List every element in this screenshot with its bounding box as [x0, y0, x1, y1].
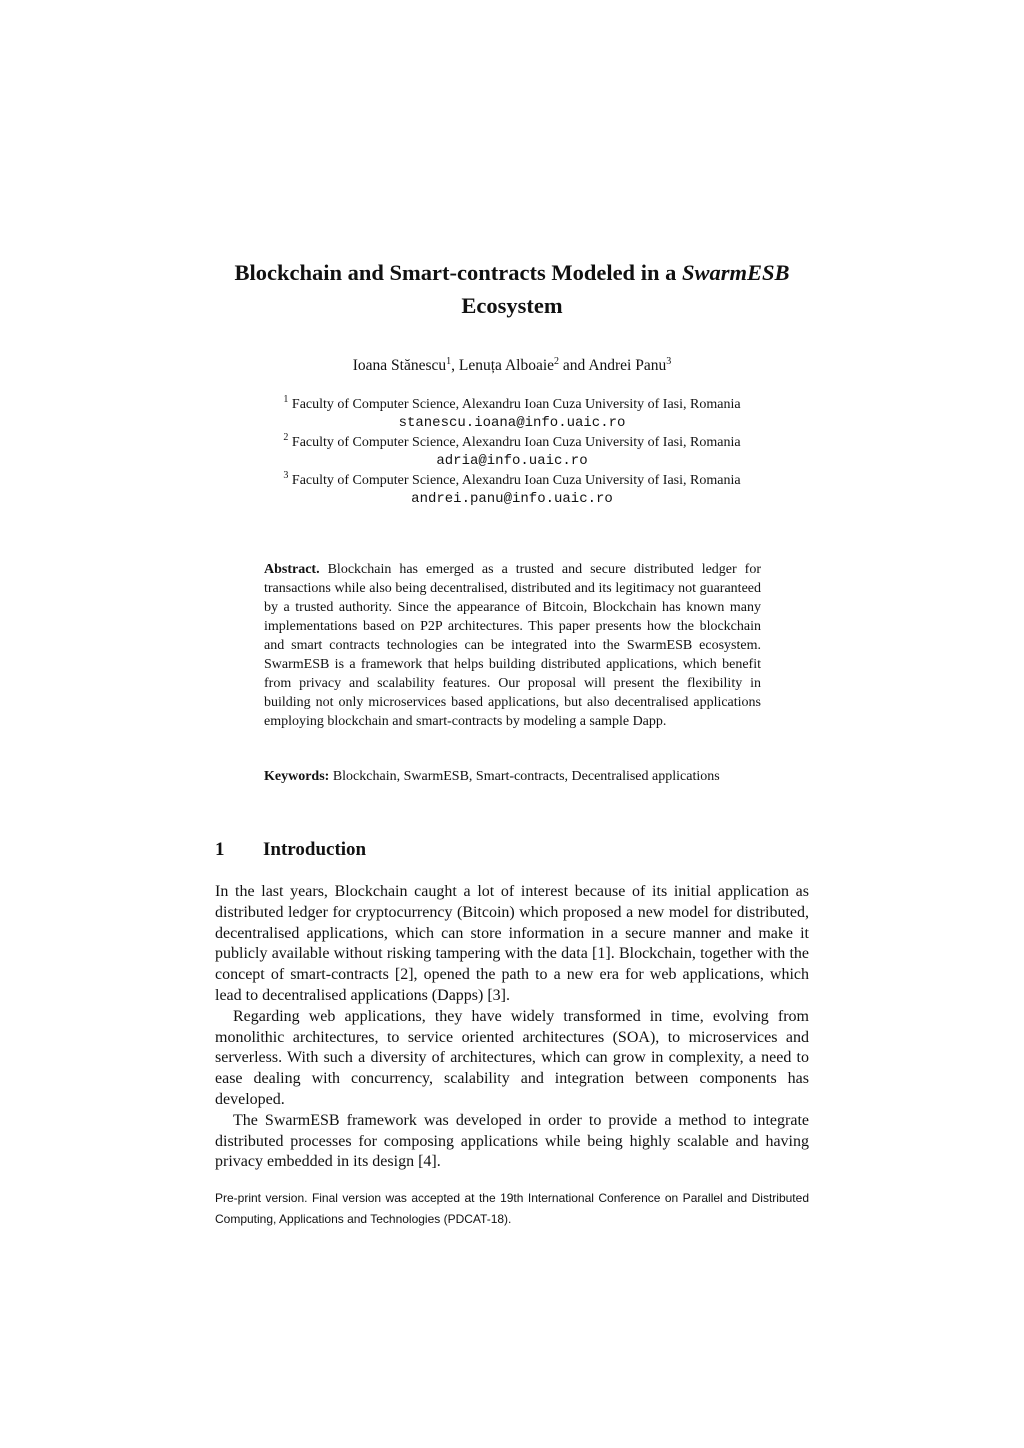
paragraph-3: The SwarmESB framework was developed in order to provide a method to integrate distributed processes for composing applications while being highly scalable and having privacy embedded in its design [4]. — [215, 1111, 809, 1171]
affiliation-1-marker: 1 — [283, 394, 289, 405]
section-number: 1 — [215, 839, 225, 860]
affiliation-3-email[interactable]: andrei.panu@info.uaic.ro — [411, 491, 613, 507]
abstract-label: Abstract. — [264, 562, 320, 577]
affiliation-2 — [150, 433, 874, 452]
affiliation-1-text: Faculty of Computer Science, Alexandru Ioan Cuza University of Iasi, Romania — [288, 397, 741, 412]
keywords — [264, 767, 761, 786]
author-2-marker: 2 — [554, 356, 560, 367]
author-3-marker: 3 — [666, 356, 672, 367]
affiliation-1 — [150, 395, 874, 414]
title-line-1 — [150, 256, 874, 289]
affiliations — [150, 395, 874, 509]
affiliation-3-marker: 3 — [283, 470, 289, 481]
affiliation-3 — [150, 471, 874, 490]
affiliation-3-text: Faculty of Computer Science, Alexandru Ioan Cuza University of Iasi, Romania — [288, 473, 741, 488]
affiliation-2-email[interactable]: adria@info.uaic.ro — [436, 453, 588, 469]
abstract-text: Blockchain has emerged as a trusted and secure distributed ledger for transactions while also being decentralised, distributed and its legitimacy not guaranteed by a trusted authority. Since the appearance of Bitcoin, Blockchain has known many implementations based on P2P architectures. This paper presents how the blockchain and smart contracts technologies can be integrated into the SwarmESB ecosystem. SwarmESB is a framework that helps building distributed applications, which benefit from privacy and scalability features. Our proposal will present the flexibility in building not only microservices based applications, but also decentralised applications employing blockchain and smart-contracts by modeling a sample Dapp. — [264, 562, 761, 729]
affiliation-2-marker: 2 — [283, 432, 289, 443]
preprint-footnote: Pre-print version. Final version was accepted at the 19th International Conference on Parallel and Distributed Computing, Applications and Technologies (PDCAT-18). — [215, 1191, 809, 1226]
author-1-marker: 1 — [446, 356, 452, 367]
author-separator-2: and — [559, 357, 589, 374]
section-heading — [215, 838, 366, 862]
author-2-name: Lenuța Alboaie — [458, 357, 555, 374]
paragraph-2: Regarding web applications, they have widely transformed in time, evolving from monolithic architectures, to service oriented architectures (SOA), to microservices and serverless. With such a diversity of architectures, which can grow in complexity, a need to ease dealing with concurrency, scalability and integration between components has developed. — [215, 1007, 809, 1108]
section-title: Introduction — [263, 839, 367, 860]
abstract — [264, 560, 761, 731]
affiliation-1-email[interactable]: stanescu.ioana@info.uaic.ro — [398, 415, 626, 431]
keywords-text: Blockchain, SwarmESB, Smart-contracts, Decentralised applications — [329, 769, 720, 784]
section-body — [215, 882, 809, 1173]
author-separator-1: , — [451, 357, 459, 374]
paragraph-1: In the last years, Blockchain caught a lot of interest because of its initial application as distributed ledger for cryptocurrency (Bitcoin) which proposed a new model for distributed, decentralised applications, which can store information in a secure manner and make it publicly available without risking tampering with the data [1]. Blockchain, together with the concept of smart-contracts [2], opened the path to a new era for web applications, which lead to decentralised applications (Dapps) [3]. — [215, 883, 809, 1004]
title-line-2: Ecosystem — [461, 293, 563, 318]
author-list — [150, 355, 874, 377]
title-italic-term: SwarmESB — [681, 260, 790, 285]
title-line-1-text: Blockchain and Smart-contracts Modeled in a — [234, 260, 682, 285]
paper-title — [150, 256, 874, 322]
affiliation-2-text: Faculty of Computer Science, Alexandru Ioan Cuza University of Iasi, Romania — [288, 435, 741, 450]
author-1-name: Ioana Stănescu — [352, 357, 447, 374]
author-3-name: Andrei Panu — [588, 357, 667, 374]
keywords-label: Keywords: — [264, 769, 330, 784]
